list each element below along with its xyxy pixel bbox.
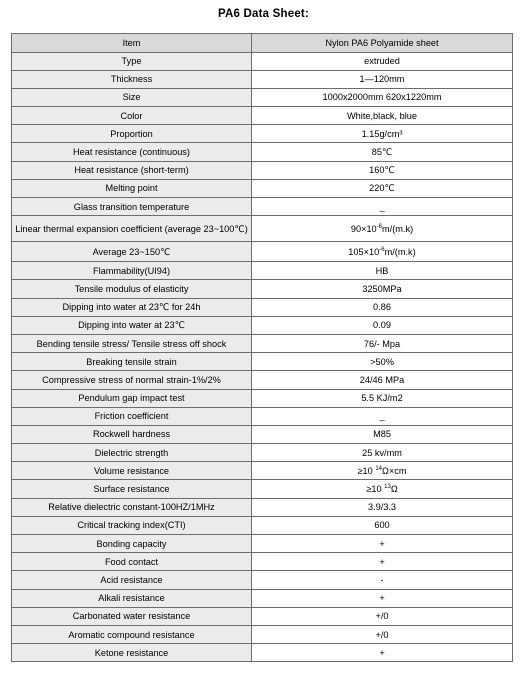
value-unit: Ω×cm	[382, 465, 407, 476]
table-row	[12, 444, 513, 462]
table-row	[12, 125, 513, 143]
table-row	[12, 88, 513, 106]
property-cell: Average 23~150℃	[12, 242, 252, 262]
table-row	[12, 334, 513, 352]
value-cell: +	[252, 535, 513, 553]
table-row	[12, 516, 513, 534]
value-cell: 0.86	[252, 298, 513, 316]
property-cell: Surface resistance	[12, 480, 252, 498]
value-cell: +	[252, 589, 513, 607]
table-row	[12, 389, 513, 407]
value-cell: 1000x2000mm 620x1220mm	[252, 88, 513, 106]
value-cell: White,black, blue	[252, 107, 513, 125]
table-row	[12, 462, 513, 480]
value-cell: _	[252, 407, 513, 425]
property-cell: Pendulum gap impact test	[12, 389, 252, 407]
value-base: 105×10	[348, 246, 380, 257]
table-row	[12, 280, 513, 298]
value-exponent: 14	[375, 465, 383, 472]
value-cell: 1.15g/cm³	[252, 125, 513, 143]
table-row	[12, 589, 513, 607]
value-cell	[252, 480, 513, 498]
table-row	[12, 52, 513, 70]
table-row	[12, 535, 513, 553]
property-cell: Breaking tensile strain	[12, 353, 252, 371]
table-row	[12, 262, 513, 280]
property-cell: Bonding capacity	[12, 535, 252, 553]
value-cell: +	[252, 553, 513, 571]
table-row	[12, 316, 513, 334]
property-cell: Volume resistance	[12, 462, 252, 480]
value-cell: 0.09	[252, 316, 513, 334]
table-row	[12, 107, 513, 125]
value-cell: 76/- Mpa	[252, 334, 513, 352]
value-base: 90×10	[350, 223, 377, 234]
property-cell: Dipping into water at 23℃ for 24h	[12, 298, 252, 316]
table-row	[12, 480, 513, 498]
value-cell: 220℃	[252, 179, 513, 197]
value-cell: 24/46 MPa	[252, 371, 513, 389]
table-row	[12, 607, 513, 625]
value-cell: >50%	[252, 353, 513, 371]
table-row	[12, 179, 513, 197]
table-row	[12, 161, 513, 179]
value-cell	[252, 462, 513, 480]
property-cell: Thickness	[12, 70, 252, 88]
value-cell: HB	[252, 262, 513, 280]
header-value: Nylon PA6 Polyamide sheet	[252, 34, 513, 53]
value-cell: 160℃	[252, 161, 513, 179]
value-cell: 600	[252, 516, 513, 534]
property-cell: Heat resistance (continuous)	[12, 143, 252, 161]
property-cell: Acid resistance	[12, 571, 252, 589]
table-row	[12, 216, 513, 242]
table-row	[12, 553, 513, 571]
value-cell	[252, 216, 513, 242]
value-cell: 3.9/3.3	[252, 498, 513, 516]
table-row	[12, 70, 513, 88]
value-exponent: -6	[376, 223, 383, 230]
value-cell: 5.5 KJ/m2	[252, 389, 513, 407]
property-cell: Bending tensile stress/ Tensile stress off shock	[12, 334, 252, 352]
value-exponent: 13	[384, 483, 391, 490]
table-header-row	[12, 34, 513, 53]
value-cell: -	[252, 571, 513, 589]
table-row	[12, 644, 513, 662]
value-unit: m/(m.k)	[382, 223, 414, 234]
table-row	[12, 407, 513, 425]
table-row	[12, 242, 513, 262]
property-cell: Carbonated water resistance	[12, 607, 252, 625]
property-cell: Relative dielectric constant-100HZ/1MHz	[12, 498, 252, 516]
value-cell: +	[252, 644, 513, 662]
value-exponent: -6	[379, 246, 385, 253]
table-row	[12, 625, 513, 643]
data-sheet-table	[11, 33, 513, 662]
property-cell: Friction coefficient	[12, 407, 252, 425]
value-cell: 85℃	[252, 143, 513, 161]
property-cell: Flammability(UI94)	[12, 262, 252, 280]
property-cell: Alkali resistance	[12, 589, 252, 607]
property-cell: Proportion	[12, 125, 252, 143]
table-row	[12, 143, 513, 161]
value-base: ≥10	[357, 465, 376, 476]
value-unit: m/(m.k)	[384, 246, 416, 257]
value-unit: Ω	[390, 484, 398, 495]
value-cell: +/0	[252, 625, 513, 643]
value-base: ≥10	[366, 484, 385, 495]
value-cell: 25 kv/mm	[252, 444, 513, 462]
property-cell: Dielectric strength	[12, 444, 252, 462]
property-cell: Dipping into water at 23℃	[12, 316, 252, 334]
table-row	[12, 498, 513, 516]
property-cell: Type	[12, 52, 252, 70]
table-row	[12, 353, 513, 371]
property-cell: Food contact	[12, 553, 252, 571]
value-cell: 3250MPa	[252, 280, 513, 298]
value-cell: +/0	[252, 607, 513, 625]
table-row	[12, 425, 513, 443]
table-row	[12, 298, 513, 316]
table-row	[12, 571, 513, 589]
value-cell: _	[252, 198, 513, 216]
property-cell: Rockwell hardness	[12, 425, 252, 443]
property-cell: Size	[12, 88, 252, 106]
value-cell: 1—120mm	[252, 70, 513, 88]
property-cell: Linear thermal expansion coefficient (average 23~100℃)	[12, 216, 252, 242]
table-row	[12, 198, 513, 216]
value-cell: M85	[252, 425, 513, 443]
property-cell: Heat resistance (short-term)	[12, 161, 252, 179]
property-cell: Ketone resistance	[12, 644, 252, 662]
property-cell: Color	[12, 107, 252, 125]
property-cell: Glass transition temperature	[12, 198, 252, 216]
value-cell	[252, 242, 513, 262]
value-cell: extruded	[252, 52, 513, 70]
property-cell: Aromatic compound resistance	[12, 625, 252, 643]
table-row	[12, 371, 513, 389]
header-property: Item	[12, 34, 252, 53]
property-cell: Melting point	[12, 179, 252, 197]
property-cell: Tensile modulus of elasticity	[12, 280, 252, 298]
property-cell: Compressive stress of normal strain-1%/2%	[12, 371, 252, 389]
property-cell: Critical tracking index(CTI)	[12, 516, 252, 534]
page-title: PA6 Data Sheet:	[218, 8, 309, 20]
